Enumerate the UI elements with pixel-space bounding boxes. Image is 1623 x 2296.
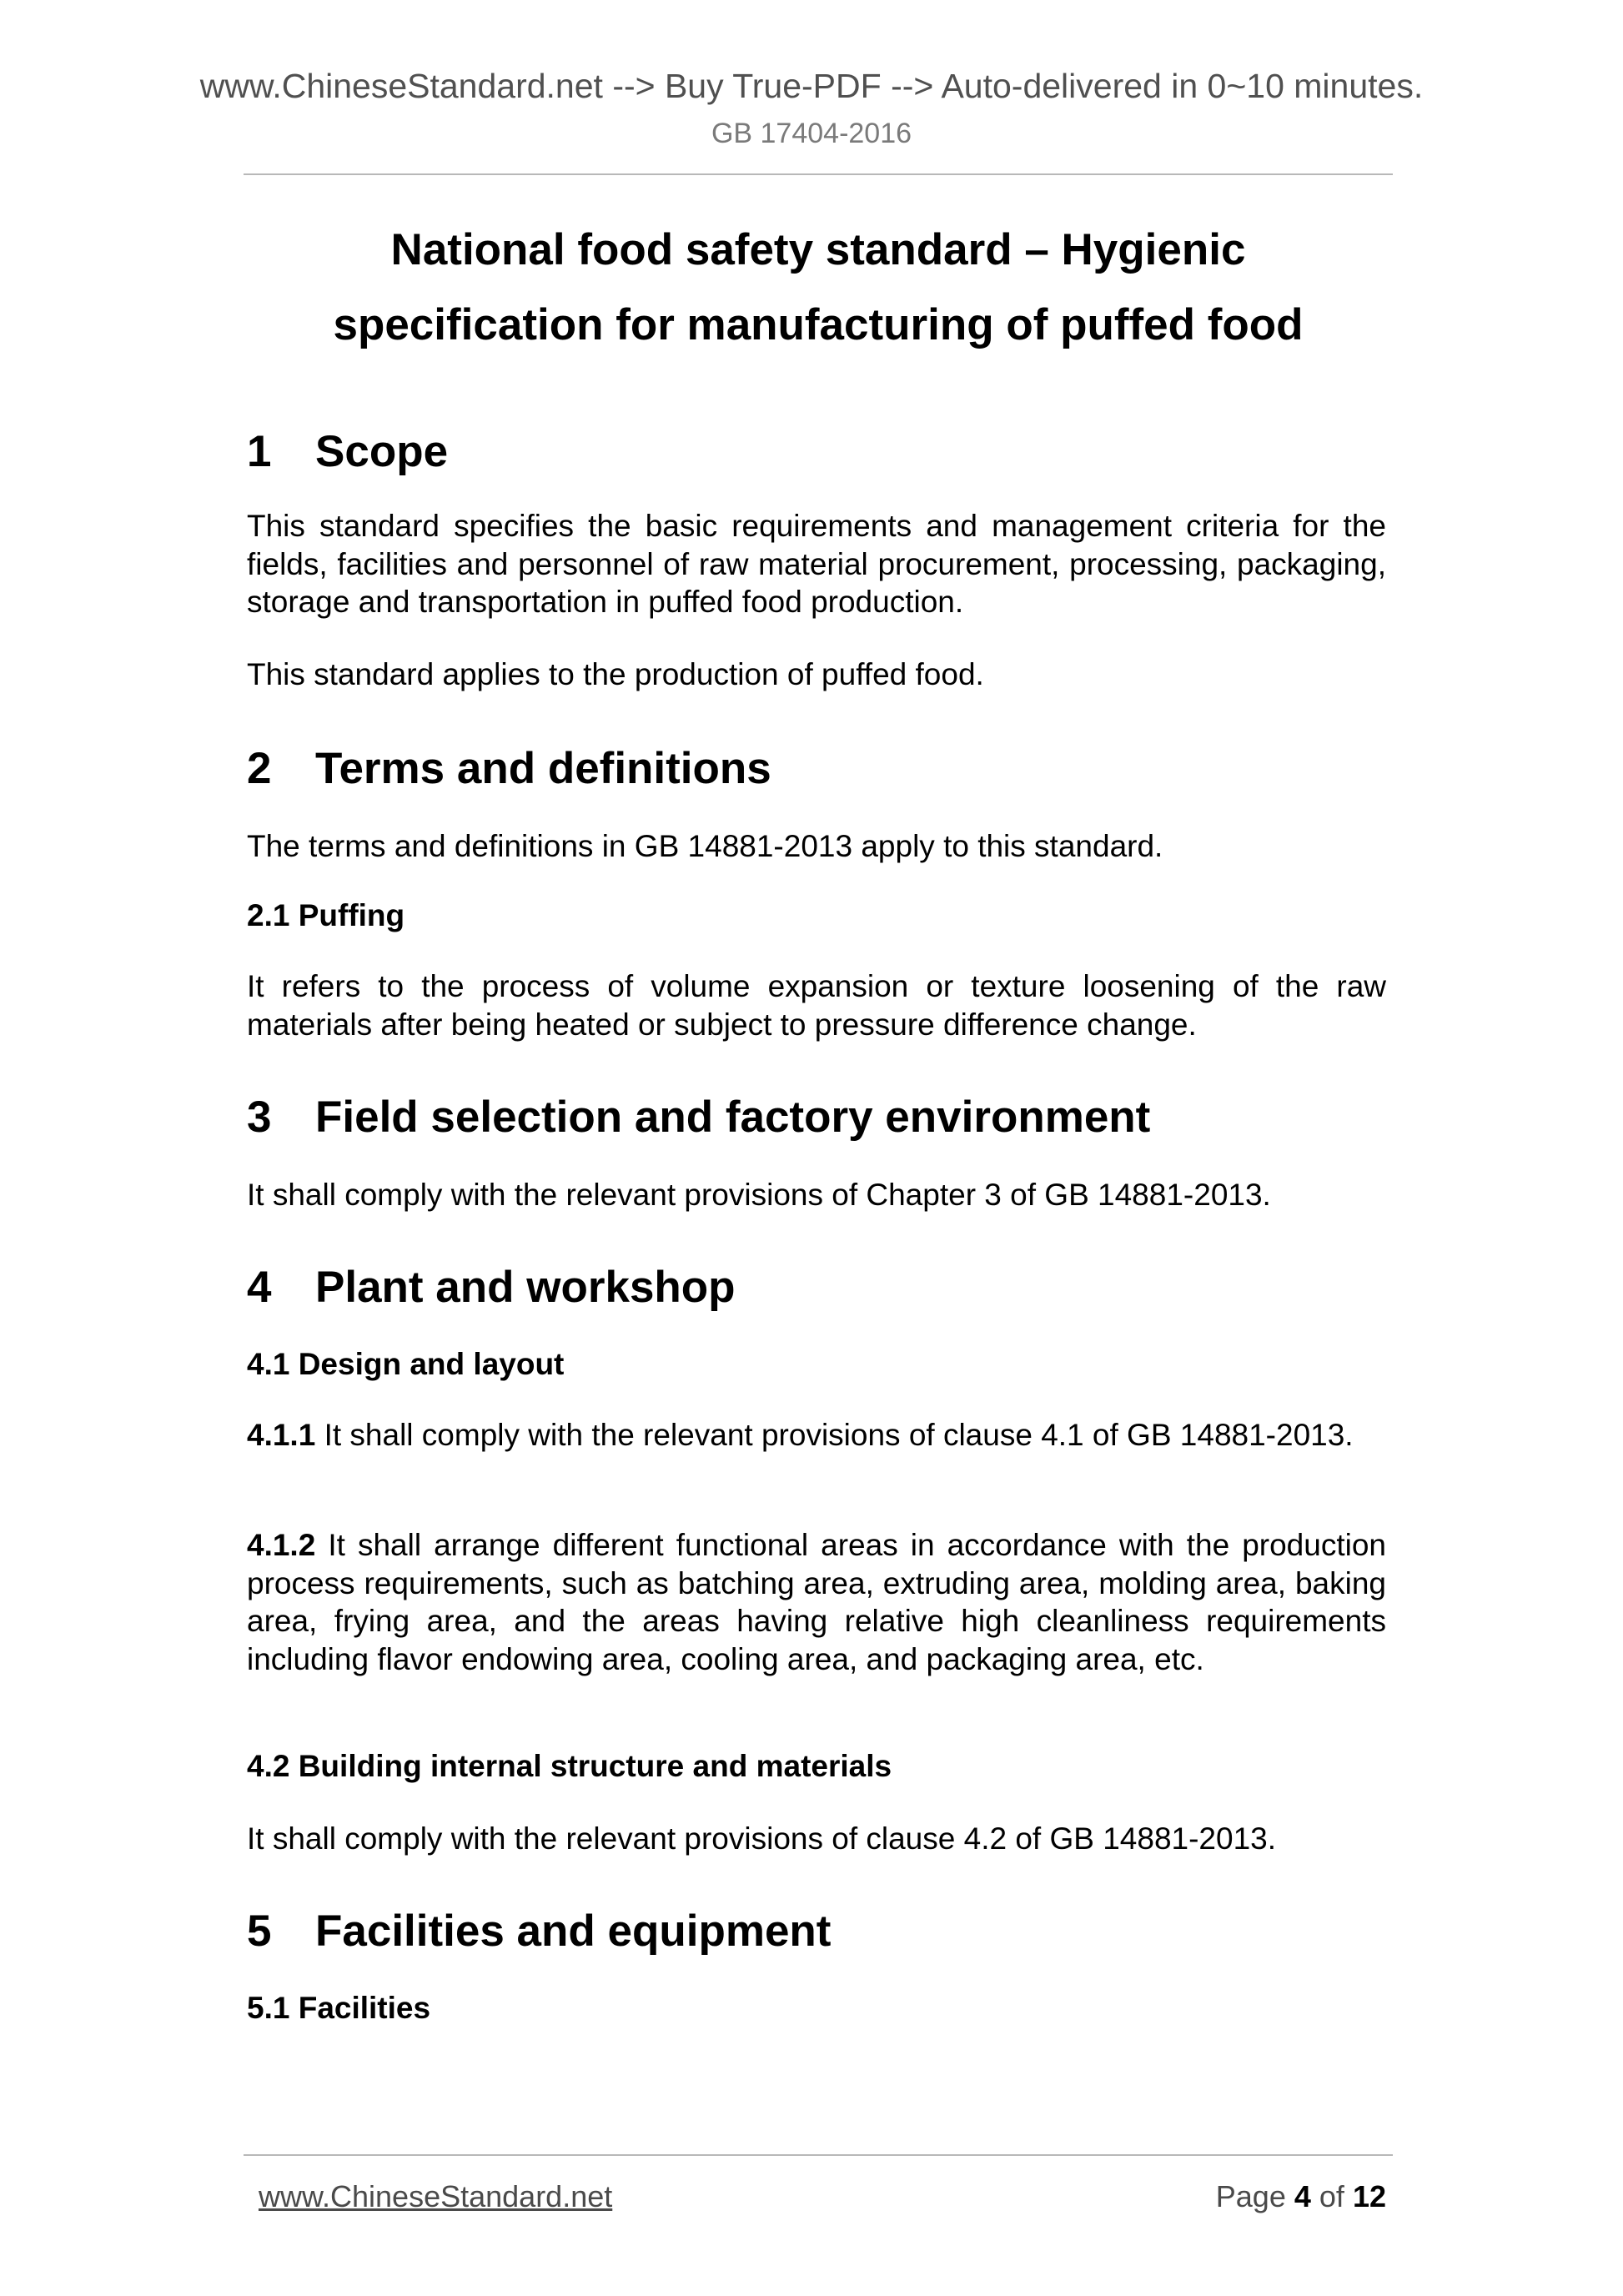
building-structure-paragraph: It shall comply with the relevant provisions of clause 4.2 of GB 14881-2013. [247, 1821, 1277, 1856]
section-2-heading [247, 744, 771, 794]
section-number: 2 [247, 744, 272, 793]
puffing-definition: It refers to the process of volume expansion or texture loosening of the raw materials after being heated or subject to pressure difference change. [247, 969, 1386, 1042]
subheading-4-1: 4.1 Design and layout [247, 1347, 565, 1381]
subheading-5-1: 5.1 Facilities [247, 1991, 431, 2025]
page-word: Page [1215, 2179, 1286, 2213]
clause-4-1-2 [247, 1526, 1386, 1678]
doc-title-line2: specification for manufacturing of puffed food [333, 300, 1304, 349]
section-4-heading [247, 1263, 736, 1313]
page-number: 4 [1294, 2179, 1311, 2213]
subheading-4-2: 4.2 Building internal structure and materials [247, 1749, 892, 1783]
field-selection-paragraph: It shall comply with the relevant provisions of Chapter 3 of GB 14881-2013. [247, 1178, 1271, 1212]
footer-divider [244, 2154, 1393, 2156]
section-number: 1 [247, 427, 272, 476]
page-indicator [1118, 2178, 1386, 2215]
clause-number: 4.1.2 [247, 1528, 316, 1562]
page-total: 12 [1352, 2179, 1386, 2213]
clause-text: It shall arrange different functional areas in accordance with the production process requirements, such as batching area, extruding area, molding area, baking area, frying area, and the areas having relative high cleanliness requirements including flavor endowing area, cooling area, and packaging area, etc. [247, 1528, 1386, 1676]
section-3-heading [247, 1093, 1150, 1143]
subheading-2-1: 2.1 Puffing [247, 898, 405, 932]
section-title: Terms and definitions [315, 744, 771, 793]
section-title: Facilities and equipment [315, 1907, 832, 1956]
of-word: of [1319, 2179, 1344, 2213]
header-banner: www.ChineseStandard.net --> Buy True-PDF --> Auto-delivered in 0~10 minutes. [199, 67, 1424, 105]
clause-number: 4.1.1 [247, 1418, 316, 1452]
scope-paragraph-1: This standard specifies the basic requirements and management criteria for the fields, facilities and personnel of raw material procurement, processing, packaging, storage and transportation in puffed food production. [247, 509, 1386, 620]
clause-4-1-1 [247, 1416, 1386, 1454]
doc-title-line1: National food safety standard – Hygienic [390, 225, 1246, 274]
section-number: 3 [247, 1093, 272, 1142]
section-1-heading [247, 427, 448, 477]
section-number: 4 [247, 1263, 272, 1312]
section-title: Plant and workshop [315, 1263, 736, 1312]
header-doc-id: GB 17404-2016 [711, 118, 912, 149]
clause-text: It shall comply with the relevant provisions of clause 4.1 of GB 14881-2013. [324, 1418, 1354, 1452]
section-title: Scope [315, 427, 449, 476]
section-number: 5 [247, 1907, 272, 1956]
header-divider [244, 173, 1393, 175]
section-5-heading [247, 1907, 831, 1957]
footer-site-link[interactable]: www.ChineseStandard.net [259, 2179, 613, 2213]
scope-paragraph-2: This standard applies to the production of puffed food. [247, 657, 984, 691]
section-title: Field selection and factory environment [315, 1093, 1151, 1142]
terms-paragraph: The terms and definitions in GB 14881-2013 apply to this standard. [247, 829, 1163, 863]
